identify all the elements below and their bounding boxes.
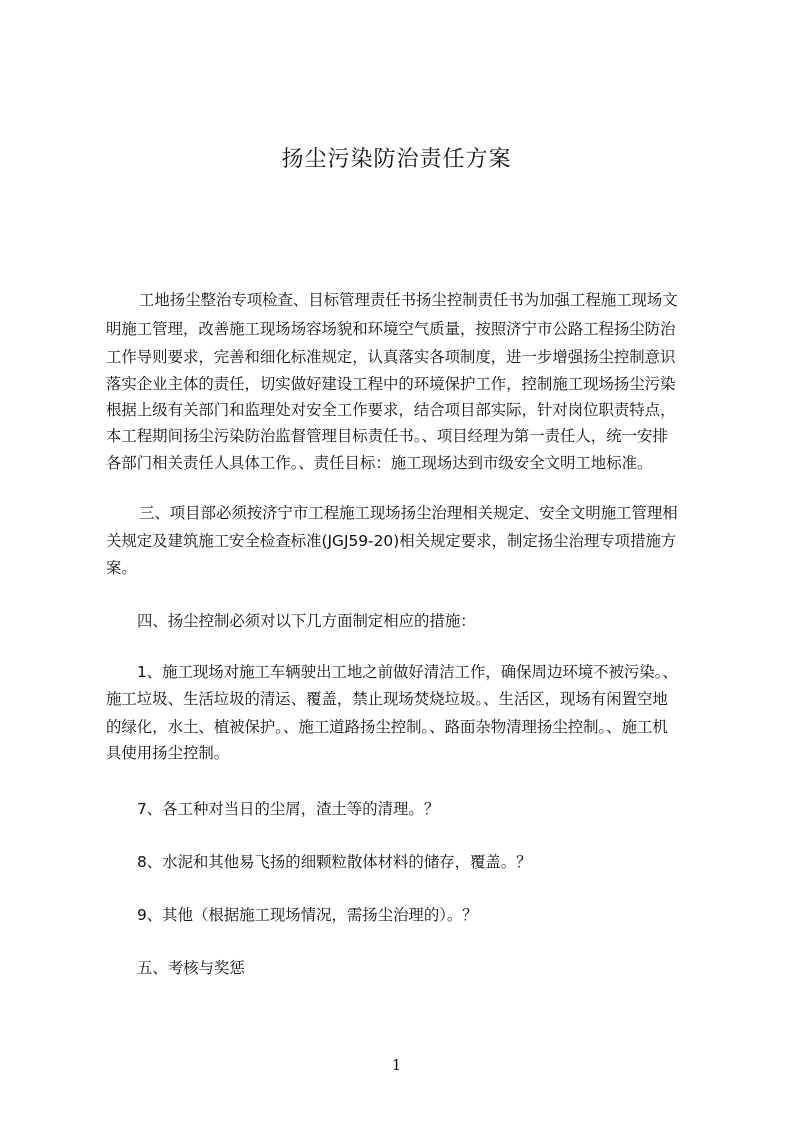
paragraph-4-line-4: 具使用扬尘控制。 (106, 744, 230, 762)
paragraph-1-line-1: 工地扬尘整治专项检查、目标管理责任书扬尘控制责任书为加强工程施工现场文 (139, 291, 678, 309)
paragraph-2-line-3: 案。 (106, 559, 137, 577)
item-7: 7、各工种对当日的尘屑，渣土等的清理。？ (137, 800, 440, 818)
section-5-heading: 五、考核与奖惩 (137, 959, 245, 977)
document-title: 扬尘污染防治责任方案 (281, 147, 512, 172)
paragraph-1-line-6: 本工程期间扬尘污染防治监督管理目标责任书。、项目经理为第一责任人，统一安排 (106, 427, 668, 445)
item-8: 8、水泥和其他易飞扬的细颗粒散体材料的储存，覆盖。？ (137, 853, 532, 871)
paragraph-4-line-3: 的绿化，水土、植被保护。、施工道路扬尘控制。、路面杂物清理扬尘控制。、施工机 (106, 718, 668, 736)
paragraph-3: 四、扬尘控制必须对以下几方面制定相应的措施： (137, 612, 476, 630)
paragraph-1-line-5: 根据上级有关部门和监理处对安全工作要求，结合项目部实际，针对岗位职责特点， (106, 401, 676, 419)
paragraph-1-line-3: 工作导则要求，完善和细化标准规定，认真落实各项制度，进一步增强扬尘控制意识 (106, 348, 676, 366)
paragraph-4-line-1: 1、施工现场对施工车辆驶出工地之前做好清洁工作，确保周边环境不被污染。、 (137, 663, 678, 681)
paragraph-1-line-7: 各部门相关责任人具体工作。、责任目标：施工现场达到市级安全文明工地标准。 (106, 454, 653, 472)
paragraph-2-line-2: 关规定及建筑施工安全检查标准(JGJ59-20)相关规定要求，制定扬尘治理专项措施方 (106, 532, 677, 550)
paragraph-1-line-4: 落实企业主体的责任，切实做好建设工程中的环境保护工作，控制施工现场扬尘污染 (106, 375, 676, 393)
item-9: 9、其他（根据施工现场情况，需扬尘治理的）。？ (137, 906, 478, 924)
paragraph-4-line-2: 施工垃圾、生活垃圾的清运、覆盖，禁止现场焚烧垃圾。、生活区，现场有闲置空地 (106, 690, 668, 708)
paragraph-1-line-2: 明施工管理，改善施工现场场容场貌和环境空气质量，按照济宁市公路工程扬尘防治 (106, 320, 676, 338)
page-number: 1 (391, 1056, 402, 1074)
paragraph-2-line-1: 三、项目部必须按济宁市工程施工现场扬尘治理相关规定、安全文明施工管理相 (139, 504, 678, 522)
